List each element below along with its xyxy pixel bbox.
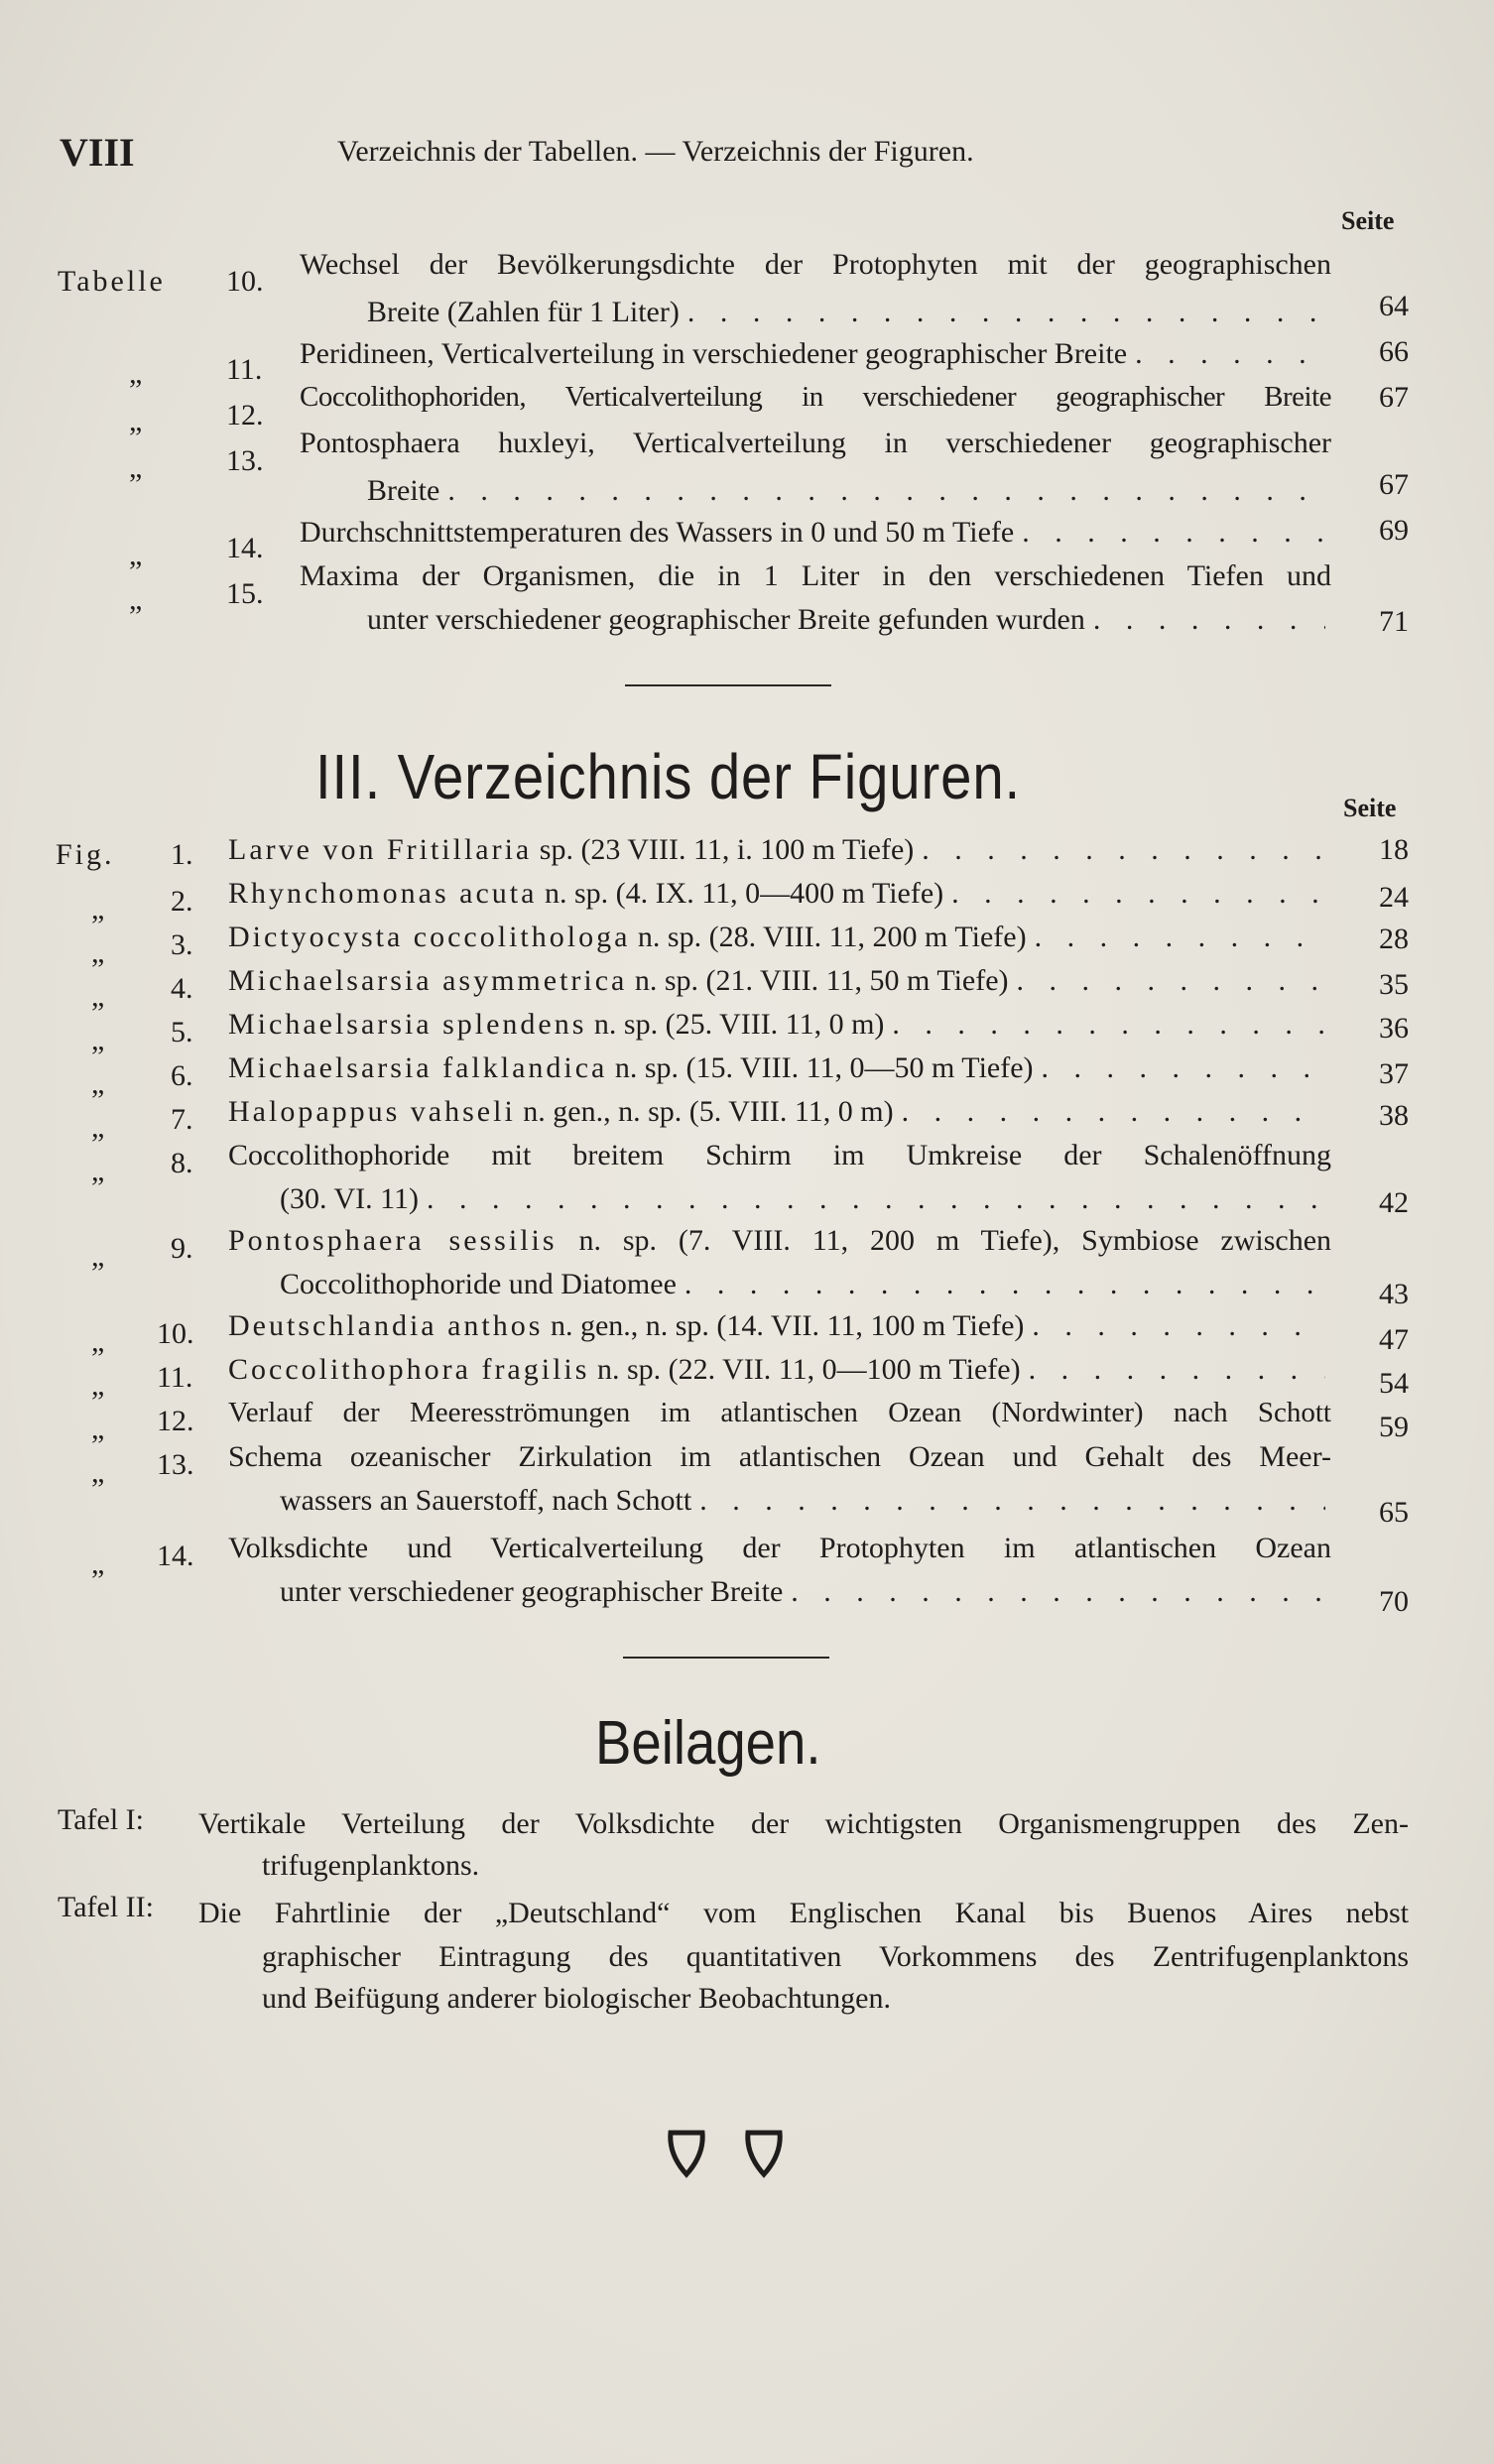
tafel-description-cont: und Beifügung anderer biologischer Beobachtungen.: [262, 1982, 891, 2015]
figure-num: 14.: [157, 1540, 194, 1572]
table-page: 64: [1379, 290, 1409, 322]
ditto-mark: „: [91, 1547, 105, 1580]
ditto-mark: „: [91, 1111, 105, 1144]
table-title: Peridineen, Verticalverteilung in verschiedener geographischer Breite . . .: [300, 337, 1331, 371]
section-divider: [623, 1657, 829, 1659]
ditto-mark: „: [91, 1240, 105, 1273]
figure-page: 37: [1379, 1057, 1409, 1090]
figure-num: 11.: [157, 1361, 193, 1394]
table-title: Durchschnittstemperaturen des Wassers in 0 und 50 m Tiefe . . .: [300, 516, 1331, 550]
figure-num: 13.: [157, 1448, 194, 1481]
tafel-description: Die Fahrtlinie der „Deutschland“ vom Englischen Kanal bis Buenos Aires nebst: [198, 1897, 1409, 1929]
ditto-mark: „: [129, 583, 143, 616]
figure-num: 4.: [171, 972, 193, 1005]
figure-title: Michaelsarsia splendens n. sp. (25. VIII. 11, 0 m) . . .: [228, 1008, 1331, 1042]
figure-title: Schema ozeanischer Zirkulation im atlantischen Ozean und Gehalt des Meer-: [228, 1440, 1331, 1473]
ditto-mark: „: [91, 1024, 105, 1056]
table-num: 15.: [226, 577, 264, 610]
tafel-label: Tafel I:: [58, 1803, 145, 1836]
table-num: 11.: [226, 353, 263, 386]
figure-title: Pontosphaera sessilis n. sp. (7. VIII. 11, 200 m Tiefe), Symbiose zwischen: [228, 1224, 1332, 1257]
figure-title: Michaelsarsia asymmetrica n. sp. (21. VIII. 11, 50 m Tiefe) . . .: [228, 964, 1331, 998]
ditto-mark: „: [91, 936, 105, 969]
table-title: Wechsel der Bevölkerungsdichte der Protophyten mit der geographischen: [300, 248, 1331, 281]
table-num: 10.: [226, 265, 264, 298]
table-num: 13.: [226, 444, 264, 477]
figure-page: 35: [1379, 968, 1409, 1001]
figure-num: 12.: [157, 1405, 194, 1437]
ditto-mark: „: [129, 405, 143, 437]
figure-title: Deutschlandia anthos n. gen., n. sp. (14. VII. 11, 100 m Tiefe) . . .: [228, 1309, 1331, 1343]
ditto-mark: „: [91, 1067, 105, 1100]
figure-title: Dictyocysta coccolithologa n. sp. (28. VIII. 11, 200 m Tiefe) . . .: [228, 921, 1331, 954]
ditto-mark: „: [91, 1155, 105, 1187]
ditto-mark: „: [91, 1325, 105, 1358]
table-title: Pontosphaera huxleyi, Verticalverteilung in verschiedener geographischer: [300, 427, 1331, 459]
figure-title-cont: Coccolithophoride und Diatomee . . .: [280, 1268, 1331, 1301]
figure-title: Volksdichte und Verticalverteilung der Protophyten im atlantischen Ozean: [228, 1532, 1331, 1564]
table-page: 69: [1379, 514, 1409, 547]
tables-prefix: Tabelle: [58, 265, 166, 298]
figure-num: 8.: [171, 1147, 193, 1179]
figure-page: 42: [1379, 1186, 1409, 1219]
figure-page: 47: [1379, 1323, 1409, 1356]
figure-page: 43: [1379, 1278, 1409, 1310]
figure-title: Verlauf der Meeresströmungen im atlantischen Ozean (Nordwinter) nach Schott: [228, 1397, 1331, 1428]
shield-pair-icon: [667, 2129, 790, 2183]
table-title-cont: Breite . . .: [367, 474, 1331, 508]
table-page: 67: [1379, 468, 1409, 501]
figure-title-cont: wassers an Sauerstoff, nach Schott . . .: [280, 1484, 1331, 1518]
figure-num: 9.: [171, 1232, 193, 1265]
figure-title: Halopappus vahseli n. gen., n. sp. (5. VIII. 11, 0 m) . . .: [228, 1095, 1331, 1129]
figure-num: 3.: [171, 928, 193, 961]
table-page: 71: [1379, 605, 1409, 638]
running-title: Verzeichnis der Tabellen. — Verzeichnis der Figuren.: [337, 135, 974, 168]
tafel-label: Tafel II:: [58, 1891, 155, 1923]
figure-title-cont: (30. VI. 11) . . .: [280, 1182, 1331, 1216]
figures-heading: III. Verzeichnis der Figuren.: [315, 741, 1022, 812]
figure-page: 28: [1379, 923, 1409, 955]
figure-page: 38: [1379, 1099, 1409, 1132]
figure-title-cont: unter verschiedener geographischer Breite . . .: [280, 1575, 1331, 1609]
table-num: 12.: [226, 399, 264, 431]
figure-num: 1.: [171, 838, 193, 871]
table-title: Coccolithophoriden, Verticalverteilung in verschiedener geographischer Breite: [300, 381, 1331, 413]
table-title-cont: Breite (Zahlen für 1 Liter) . . .: [367, 296, 1331, 329]
figure-num: 2.: [171, 885, 193, 918]
figure-page: 36: [1379, 1012, 1409, 1045]
tafel-description-cont: graphischer Eintragung des quantitativen Vorkommens des Zentrifugenplanktons: [262, 1940, 1409, 1973]
figure-title: Coccolithophoride mit breitem Schirm im Umkreise der Schalenöffnung: [228, 1139, 1331, 1171]
figures-prefix: Fig.: [56, 838, 115, 871]
ditto-mark: „: [91, 1369, 105, 1402]
figure-num: 6.: [171, 1059, 193, 1092]
section-divider: [625, 684, 831, 686]
figure-num: 5.: [171, 1016, 193, 1048]
figure-page: 18: [1379, 833, 1409, 866]
figure-num: 10.: [157, 1317, 194, 1350]
ditto-mark: „: [91, 1456, 105, 1489]
seite-label-tables: Seite: [1341, 206, 1395, 235]
seite-label-figures: Seite: [1343, 794, 1397, 822]
figure-page: 65: [1379, 1496, 1409, 1529]
figure-page: 24: [1379, 881, 1409, 914]
ditto-mark: „: [129, 357, 143, 390]
beilagen-heading: Beilagen.: [595, 1709, 821, 1778]
table-num: 14.: [226, 532, 264, 564]
figure-page: 59: [1379, 1411, 1409, 1443]
table-title: Maxima der Organismen, die in 1 Liter in den verschiedenen Tiefen und: [300, 559, 1331, 592]
table-title-cont: unter verschiedener geographischer Breite gefunden wurden . . .: [367, 603, 1331, 637]
figure-title: Michaelsarsia falklandica n. sp. (15. VIII. 11, 0—50 m Tiefe) . . .: [228, 1051, 1331, 1085]
figure-title: Larve von Fritillaria sp. (23 VIII. 11, i. 100 m Tiefe) . . .: [228, 833, 1331, 867]
figure-title: Rhynchomonas acuta n. sp. (4. IX. 11, 0—400 m Tiefe) . . .: [228, 877, 1331, 911]
ditto-mark: „: [91, 1413, 105, 1445]
ditto-mark: „: [129, 539, 143, 571]
tafel-description: Vertikale Verteilung der Volksdichte der wichtigsten Organismengruppen des Zen-: [198, 1807, 1409, 1840]
figure-page: 70: [1379, 1585, 1409, 1618]
table-page: 66: [1379, 335, 1409, 368]
figure-title: Coccolithophora fragilis n. sp. (22. VII. 11, 0—100 m Tiefe) . . .: [228, 1353, 1331, 1387]
page-number: VIII: [60, 130, 135, 175]
ditto-mark: „: [91, 893, 105, 925]
tafel-description-cont: trifugenplanktons.: [262, 1849, 480, 1882]
ditto-mark: „: [129, 451, 143, 484]
figure-num: 7.: [171, 1103, 193, 1136]
table-page: 67: [1379, 381, 1409, 414]
ditto-mark: „: [91, 980, 105, 1013]
figure-page: 54: [1379, 1367, 1409, 1400]
